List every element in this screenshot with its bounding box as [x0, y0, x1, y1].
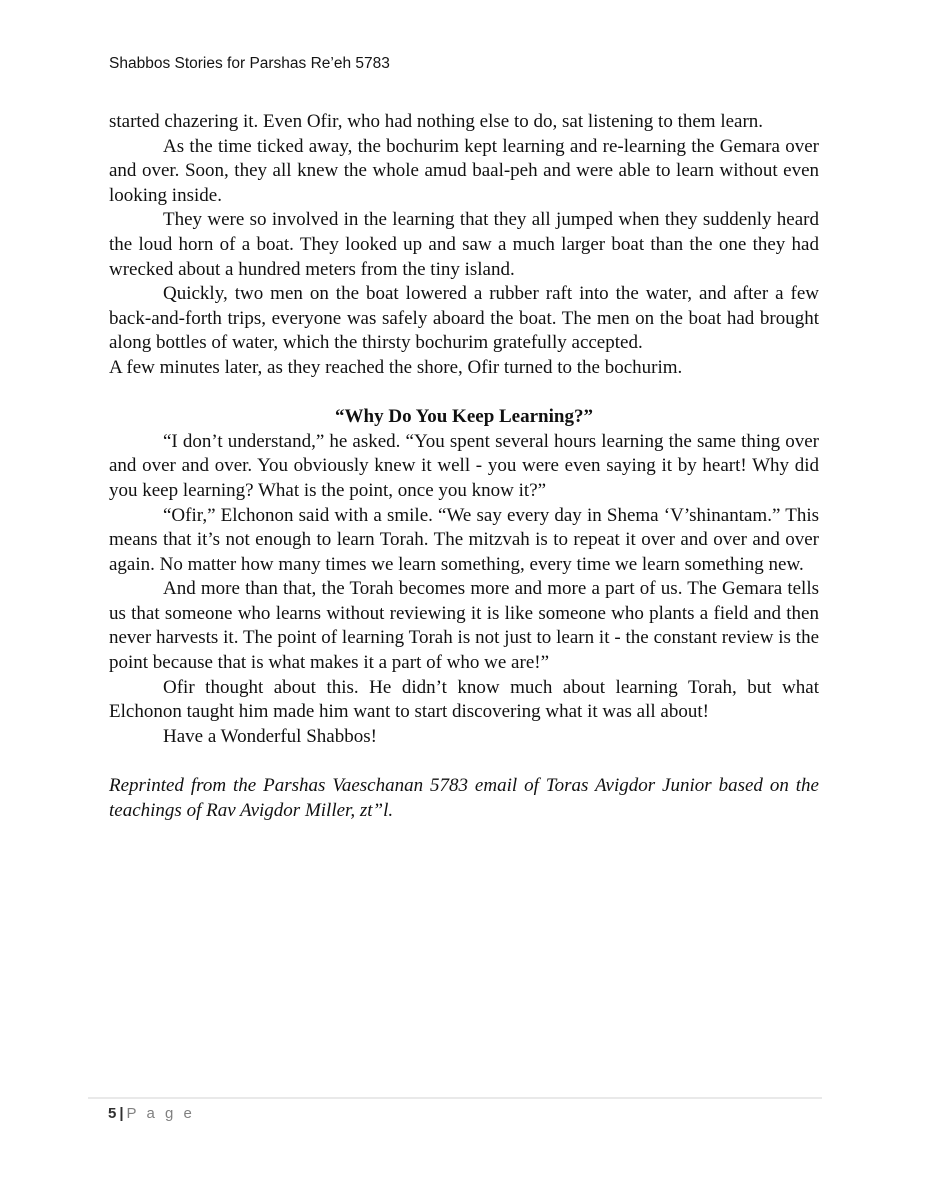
paragraph: A few minutes later, as they reached the shore, Ofir turned to the bochurim. [109, 356, 683, 378]
paragraph: Quickly, two men on the boat lowered a rubber raft into the water, and after a few back-and-forth trips, everyone was safely aboard the boat. The men on the boat had brought along bottles of water, which the thirsty bochurim gratefully accepted. [109, 283, 819, 354]
page-number: 5 [108, 1105, 117, 1122]
paragraph: And more than that, the Torah becomes more and more a part of us. The Gemara tells us that someone who learns without reviewing it is like someone who plants a field and then never harvests it. The point of learning Torah is not just to learn it - the constant review is the point because that is what makes it a part of who we are!” [109, 578, 819, 674]
credit-line: Reprinted from the Parshas Vaeschanan 5783 email of Toras Avigdor Junior based on the teachings of Rav Avigdor Miller, zt”l. [109, 775, 819, 821]
paragraph: started chazering it. Even Ofir, who had nothing else to do, sat listening to them learn. [109, 111, 764, 132]
paragraph: Have a Wonderful Shabbos! [163, 725, 377, 747]
footer-divider [88, 1097, 822, 1099]
running-header-title: Shabbos Stories for Parshas Re’eh 5783 [109, 55, 390, 72]
paragraph: Ofir thought about this. He didn’t know much about learning Torah, but what Elchonon taught him made him want to start discovering what it was all about! [109, 676, 819, 723]
paragraph: As the time ticked away, the bochurim kept learning and re-learning the Gemara over and over. Soon, they all knew the whole amud baal-peh and were able to learn without even looking inside. [109, 135, 819, 206]
footer-page-label: P a g e [126, 1105, 195, 1122]
paragraph: They were so involved in the learning that they all jumped when they suddenly heard the loud horn of a boat. They looked up and saw a much larger boat than the one they had wrecked about a hundred meters from the tiny island. [109, 209, 819, 280]
paragraph: “Ofir,” Elchonon said with a smile. “We say every day in Shema ‘V’shinantam.” This means that it’s not enough to learn Torah. The mitzvah is to repeat it over and over and over again. No matter how many times we learn something, every time we learn something new. [109, 504, 819, 575]
section-heading: “Why Do You Keep Learning?” [335, 406, 593, 428]
footer-separator: | [119, 1105, 124, 1122]
paragraph: “I don’t understand,” he asked. “You spent several hours learning the same thing over and over and over. You obviously knew it well - you were even saying it by heart! Why did you keep learning? What is the point, once you know it?” [109, 430, 819, 501]
document-body [109, 110, 819, 823]
page-footer [108, 1105, 195, 1122]
